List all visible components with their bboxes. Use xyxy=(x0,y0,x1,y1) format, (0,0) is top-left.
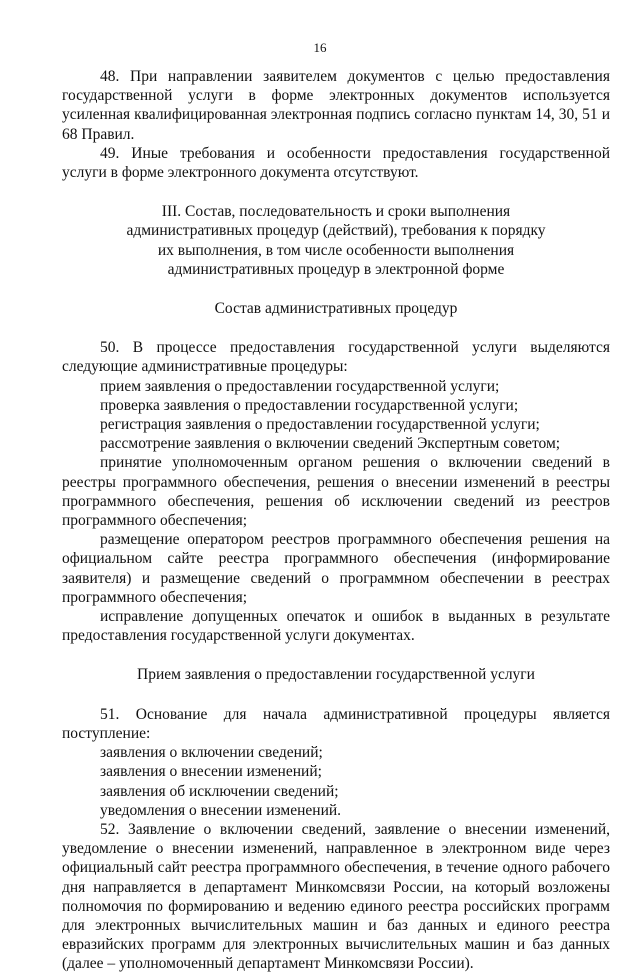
list-item: проверка заявления о предоставлении государственной услуги; xyxy=(100,396,519,414)
subsection-heading-reception: Прием заявления о предоставлении государственной услуги xyxy=(137,666,535,684)
paragraph-50: 50. В процессе предоставления государственной услуги выделяются следующие административные процедуры: xyxy=(62,339,610,376)
list-item: заявления о включении сведений; xyxy=(100,744,323,762)
document-body xyxy=(62,67,610,974)
paragraph-49: 49. Иные требования и особенности предоставления государственной услуги в форме электронного документа отсутствуют. xyxy=(62,144,610,182)
list-item: исправление допущенных опечаток и ошибок в выданных в результате предоставления государственной услуги документах. xyxy=(62,608,610,645)
list-item: регистрация заявления о предоставлении государственной услуги; xyxy=(100,416,540,434)
list-item: размещение оператором реестров программного обеспечения решения на официальном сайте реестра программного обеспечения (информирование заявителя) и размещение сведений о программном обеспечении в реестрах программного обеспечения; xyxy=(62,531,610,606)
paragraph-51: 51. Основание для начала административной процедуры является поступление: xyxy=(62,705,610,742)
list-item: принятие уполномоченным органом решения о включении сведений в реестры программного обеспечения, решения о внесении изменений в реестры программного обеспечения, решения об исключении сведений из реестров программного обеспечения; xyxy=(62,454,610,530)
paragraph-52: 52. Заявление о включении сведений, заявление о внесении изменений, уведомление о внесении изменений, направленное в электронном виде через официальный сайт реестра программного обеспечения, в течение одного рабочего дня направляется в департамент Минкомсвязи России, на который возложены полномочия по формированию и ведению единого реестра российских программ для электронных вычислительных машин и баз данных и единого реестра евразийских программ для электронных вычислительных машин и баз данных (далее – уполномоченный департамент Минкомсвязи России). xyxy=(62,820,610,973)
list-item: уведомления о внесении изменений. xyxy=(100,801,342,819)
list-item: заявления о внесении изменений; xyxy=(100,763,322,781)
paragraph-48: 48. При направлении заявителем документов с целью предоставления государственной услуги в форме электронных документов используется усиленная квалифицированная электронная подпись согласно пунктам 14, 30, 51 и 68 Правил. xyxy=(62,68,610,143)
subsection-heading-composition: Состав административных процедур xyxy=(214,300,458,318)
list-item: рассмотрение заявления о включении сведений Экспертным советом; xyxy=(100,435,561,453)
list-item: заявления об исключении сведений; xyxy=(100,782,339,800)
page-number: 16 xyxy=(313,40,327,55)
section-heading: III. Состав, последовательность и сроки выполнения административных процедур (действий), требования к порядку их выполнения, в том числе особенности выполнения административных процедур в электронной форме xyxy=(126,203,546,278)
list-item: прием заявления о предоставлении государственной услуги; xyxy=(100,377,500,395)
